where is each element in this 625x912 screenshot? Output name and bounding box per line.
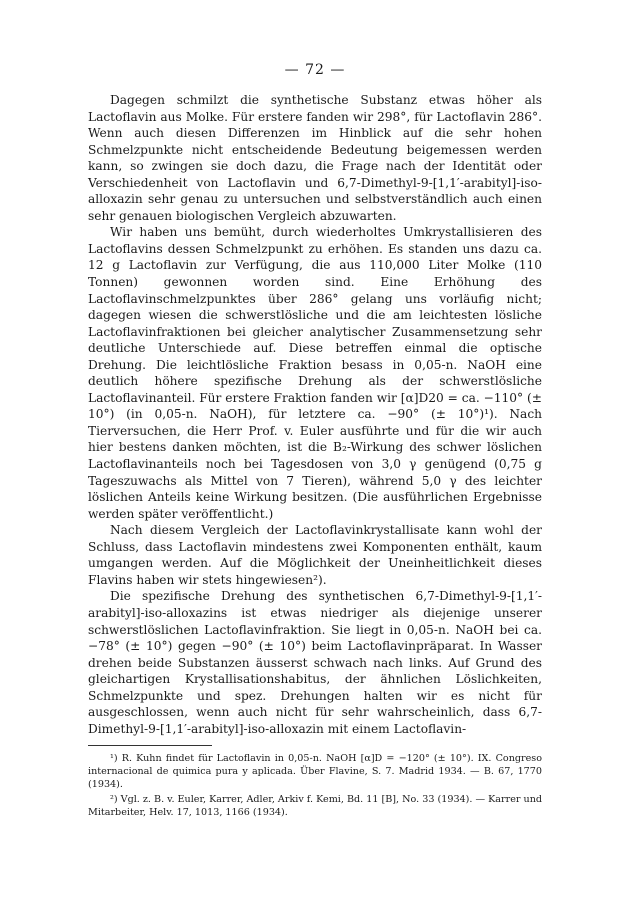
footnote-2: ²) Vgl. z. B. v. Euler, Karrer, Adler, Arkiv f. Kemi, Bd. 11 [B], No. 33 (1934). — Karrer und Mitarbeiter, Helv. 17, 1013, 1166 (1934). [88, 794, 543, 819]
document-page [88, 62, 542, 821]
page-number: — 72 — [284, 62, 346, 78]
paragraph-4: Die spezifische Drehung des synthetischen 6,7-Dimethyl-9-[1,1′-arabityl]-iso-alloxazins ist etwas niedriger als diejenige unserer schwerstlöslichen Lactoflavinfraktion. Sie liegt in 0,05-n. NaOH bei ca. −78° (± 10°) gegen −90° (± 10°) beim Lactoflavinpräparat. In Wasser drehen beide Substanzen äusserst schwach nach links. Auf Grund des gleichartigen Krystallisationshabitus, der ähnlichen Löslichkeiten, Schmelzpunkte und spez. Drehungen halten wir es nicht für ausgeschlossen, wenn auch nicht für sehr wahrscheinlich, dass 6,7-Dimethyl-9-[1,1′-arabityl]-iso-alloxazin mit einem Lactoflavin- [88, 589, 542, 736]
paragraph-1: Dagegen schmilzt die synthetische Substanz etwas höher als Lactoflavin aus Molke. Für erstere fanden wir 298°, für Lactoflavin 286°. Wenn auch diesen Differenzen im Hinblick auf die sehr hohen Schmelzpunkte nicht entscheidende Bedeutung beigemessen werden kann, so zwingen sie doch dazu, die Frage nach der Identität oder Verschiedenheit von Lactoflavin und 6,7-Dimethyl-9-[1,1′-arabityl]-iso-alloxazin sehr genau zu untersuchen und selbstverständlich auch einen sehr genauen biologischen Vergleich abzuwarten. [88, 93, 542, 223]
footnote-divider [88, 745, 212, 746]
paragraph-3: Nach diesem Vergleich der Lactoflavinkrystallisate kann wohl der Schluss, dass Lactoflavin mindestens zwei Komponenten enthält, kaum umgangen werden. Auf die Möglichkeit der Uneinheitlichkeit dieses Flavins haben wir stets hingewiesen²). [88, 523, 542, 587]
paragraph-2: Wir haben uns bemüht, durch wiederholtes Umkrystallisieren des Lactoflavins dessen Schmelzpunkt zu erhöhen. Es standen uns dazu ca. 12 g Lactoflavin zur Verfügung, die aus 110,000 Liter Molke (110 Tonnen) gewonnen worden sind. Eine Erhöhung des Lactoflavinschmelzpunktes über 286° gelang uns vorläufig nicht; dagegen wiesen die schwerstlösliche und die am leichtesten lösliche Lactoflavinfraktionen bei gleicher analytischer Zusammensetzung sehr deutliche Unterschiede auf. Diese betreffen einmal die optische Drehung. Die leichtlösliche Fraktion besass in 0,05-n. NaOH eine deutlich höhere spezifische Drehung als der schwerstlösliche Lactoflavinanteil. Für erstere Fraktion fanden wir [α]D20 = ca. −110° (± 10°) (in 0,05-n. NaOH), für letztere ca. −90° (± 10°)¹). Nach Tierversuchen, die Herr Prof. v. Euler ausführte und für die wir auch hier bestens danken möchten, ist die B₂-Wirkung des schwer löslichen Lactoflavinanteils noch bei Tagesdosen von 3,0 γ genügend (0,75 g Tageszuwachs als Mittel von 7 Tieren), während 5,0 γ des leichter löslichen Anteils keine Wirkung besitzen. (Die ausführlichen Ergebnisse werden später veröffentlicht.) [88, 225, 542, 521]
footnote-1: ¹) R. Kuhn findet für Lactoflavin in 0,05-n. NaOH [α]D = −120° (± 10°). IX. Congreso internacional de quimica pura y aplicada. Über Flavine, S. 7. Madrid 1934. — B. 67, 1770 (1934). [88, 753, 542, 791]
